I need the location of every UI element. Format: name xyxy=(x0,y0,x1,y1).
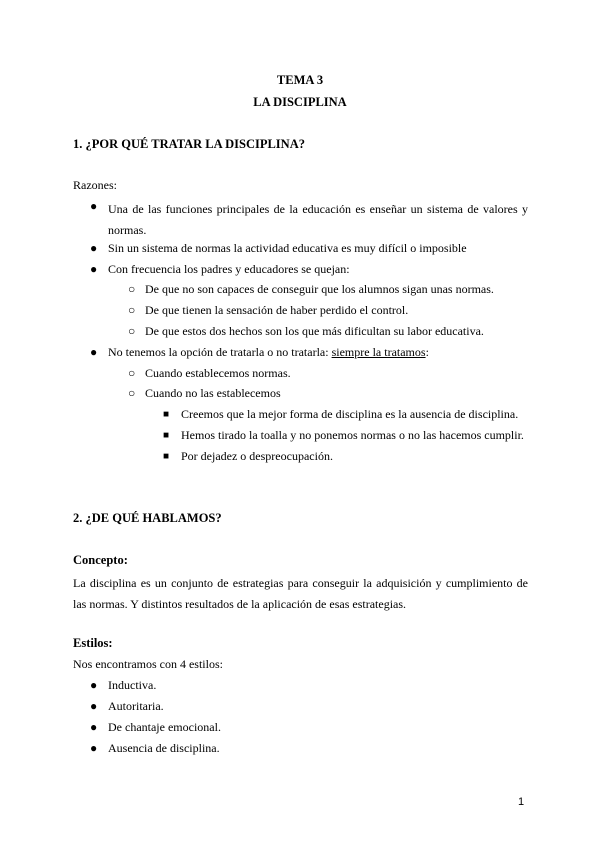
option-underlined: siempre la tratamos xyxy=(331,345,426,359)
section2-heading: 2. ¿DE QUÉ HABLAMOS? xyxy=(73,511,222,525)
style-item: De chantaje emocional. xyxy=(108,720,221,734)
section1-heading: 1. ¿POR QUÉ TRATAR LA DISCIPLINA? xyxy=(73,137,305,151)
bullet-dot: ● xyxy=(90,241,98,255)
square-bullet: ■ xyxy=(163,430,170,441)
circle-bullet: ○ xyxy=(128,386,136,400)
section1-intro: Razones: xyxy=(73,178,117,192)
bullet-dot: ● xyxy=(90,741,98,755)
option-subitem: Cuando no las establecemos xyxy=(145,386,281,400)
style-item: Autoritaria. xyxy=(108,699,164,713)
option-subitem: Cuando establecemos normas. xyxy=(145,366,291,380)
styles-intro: Nos encontramos con 4 estilos: xyxy=(73,657,223,671)
square-bullet: ■ xyxy=(163,409,170,420)
complaint-item: De que no son capaces de conseguir que los alumnos sigan unas normas. xyxy=(145,282,494,296)
option-prefix: No tenemos la opción de tratarla o no tratarla: xyxy=(108,345,332,359)
complaint-item: De que estos dos hechos son los que más dificultan su labor educativa. xyxy=(145,324,484,338)
option-suffix: : xyxy=(425,345,429,359)
circle-bullet: ○ xyxy=(128,366,136,380)
style-item: Inductiva. xyxy=(108,678,157,692)
bullet-dot: ● xyxy=(90,699,98,713)
reason-item: Hemos tirado la toalla y no ponemos normas o no las hacemos cumplir. xyxy=(181,428,524,442)
bullet-dot: ● xyxy=(90,678,98,692)
square-bullet: ■ xyxy=(163,451,170,462)
bullet-item xyxy=(108,345,429,360)
bullet-item: Sin un sistema de normas la actividad educativa es muy difícil o imposible xyxy=(108,241,467,255)
tema-label: TEMA 3 xyxy=(276,73,324,87)
style-item: Ausencia de disciplina. xyxy=(108,741,220,755)
bullet-dot: ● xyxy=(90,199,98,213)
circle-bullet: ○ xyxy=(128,303,136,317)
concept-text: La disciplina es un conjunto de estrategias para conseguir la adquisición y cumplimiento de las normas. Y distintos resultados de la aplicación de esas estrategias. xyxy=(73,576,528,611)
circle-bullet: ○ xyxy=(128,282,136,296)
reason-item: Por dejadez o despreocupación. xyxy=(181,449,333,463)
bullet-dot: ● xyxy=(90,262,98,276)
bullet-dot: ● xyxy=(90,720,98,734)
bullet-item: Una de las funciones principales de la educación es enseñar un sistema de valores y normas. xyxy=(108,202,528,237)
complaint-item: De que tienen la sensación de haber perdido el control. xyxy=(145,303,409,317)
bullet-item: Con frecuencia los padres y educadores se quejan: xyxy=(108,262,350,276)
page-number: 1 xyxy=(518,796,525,808)
concept-label: Concepto: xyxy=(73,553,128,567)
styles-label: Estilos: xyxy=(73,636,113,650)
bullet-dot: ● xyxy=(90,345,98,359)
reason-item: Creemos que la mejor forma de disciplina es la ausencia de disciplina. xyxy=(181,407,519,421)
document-title: LA DISCIPLINA xyxy=(253,95,347,109)
circle-bullet: ○ xyxy=(128,324,136,338)
